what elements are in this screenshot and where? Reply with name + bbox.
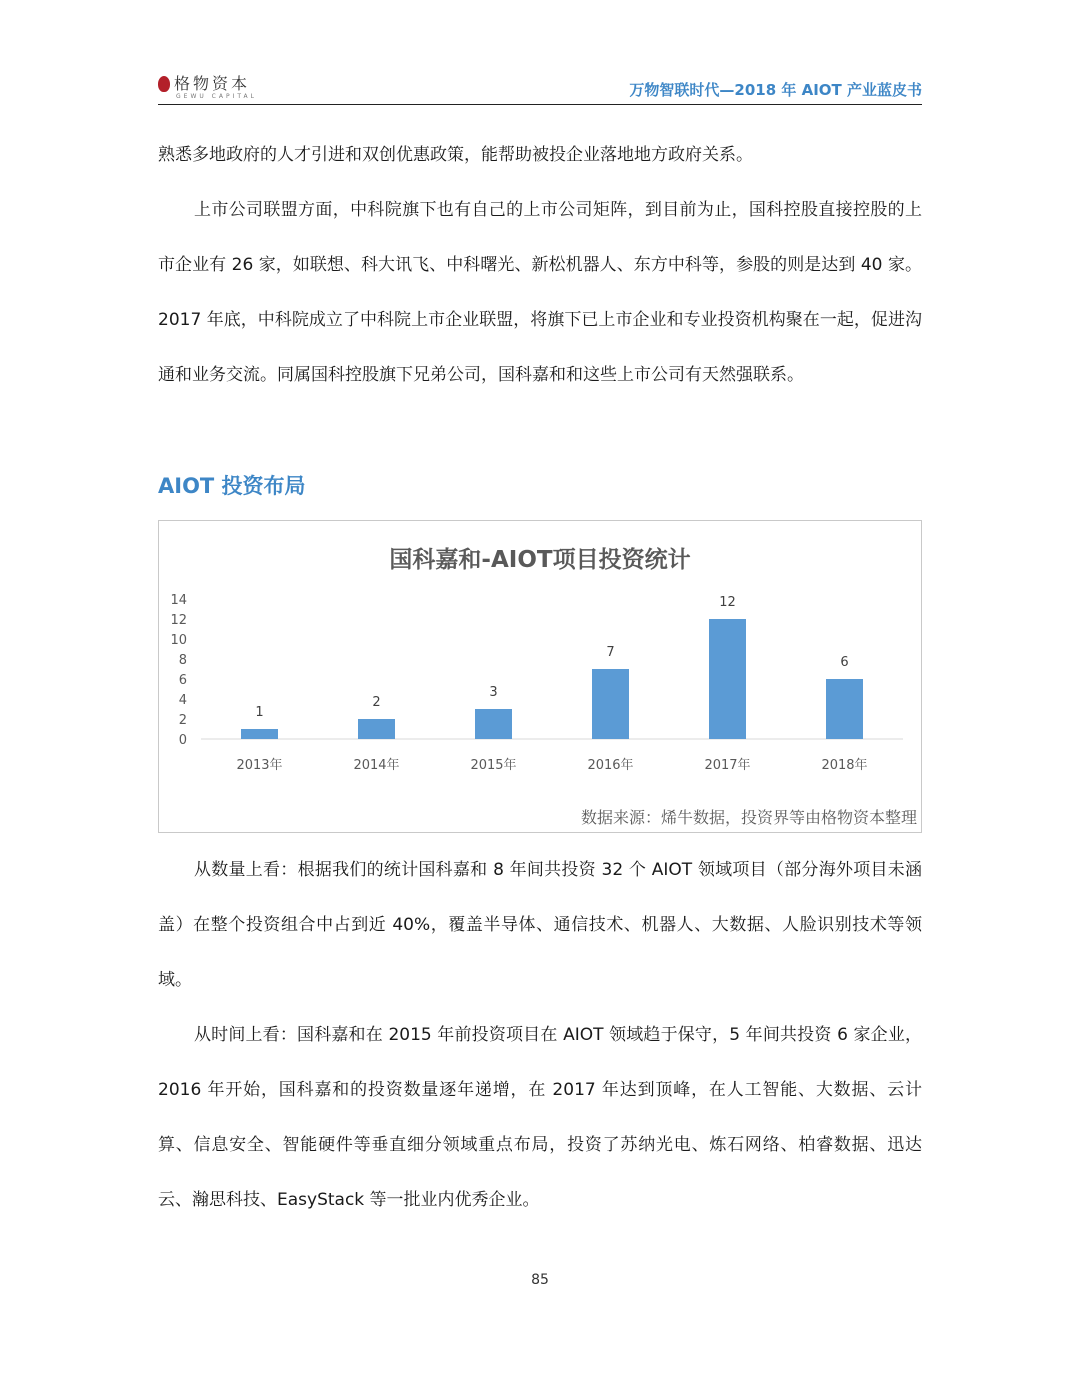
- y-tick-label: 0: [178, 733, 187, 748]
- data-label: 1: [255, 705, 264, 720]
- brand-logo: [158, 76, 250, 92]
- paragraph-4: 从时间上看：国科嘉和在 2015 年前投资项目在 AIOT 领域趋于保守，5 年间共投资 6 家企业，2016 年开始，国科嘉和的投资数量逐年递增，在 2017 年达到顶峰，在人工智能、大数据、云计算、信息安全、智能硬件等垂直细分领域重点布局，投资了苏纳光电、炼石网络、柏睿数据、迅达云、瀚思科技、EasyStack 等一批业内优秀企业。: [158, 1025, 922, 1210]
- y-tick-label: 12: [170, 613, 187, 628]
- logo-subtitle: GEWU CAPITAL: [176, 93, 257, 100]
- bar-2017年: [709, 619, 746, 739]
- x-tick-label: 2017年: [704, 758, 751, 773]
- page-number: 85: [531, 1272, 549, 1288]
- data-label: 3: [489, 685, 498, 700]
- bar-2018年: [826, 679, 863, 739]
- paragraph-2: 上市公司联盟方面，中科院旗下也有自己的上市公司矩阵，到目前为止，国科控股直接控股的上市企业有 26 家，如联想、科大讯飞、中科曙光、新松机器人、东方中科等，参股的则是达到 40 家。2017 年底，中科院成立了中科院上市企业联盟，将旗下已上市企业和专业投资机构聚在一起，促进沟通和业务交流。同属国科控股旗下兄弟公司，国科嘉和和这些上市公司有天然强联系。: [158, 200, 922, 385]
- seal-icon: [158, 76, 170, 92]
- logo-text: 格物资本: [174, 74, 251, 93]
- y-tick-label: 8: [178, 653, 187, 668]
- chart-title: 国科嘉和-AIOT项目投资统计: [389, 547, 691, 573]
- x-tick-label: 2018年: [821, 758, 868, 773]
- x-tick-label: 2016年: [587, 758, 634, 773]
- data-label: 6: [840, 655, 849, 670]
- chart-canvas: [159, 521, 921, 832]
- bar-2014年: [358, 719, 395, 739]
- y-tick-label: 10: [170, 633, 187, 648]
- report-title: 万物智联时代—2018 年 AIOT 产业蓝皮书: [629, 81, 922, 99]
- x-tick-label: 2015年: [470, 758, 517, 773]
- section-heading: AIOT 投资布局: [158, 474, 306, 498]
- paragraph-1: 熟悉多地政府的人才引进和双创优惠政策，能帮助被投企业落地地方政府关系。: [158, 145, 753, 165]
- bar-2013年: [241, 729, 278, 739]
- paragraph-3: 从数量上看：根据我们的统计国科嘉和 8 年间共投资 32 个 AIOT 领域项目（部分海外项目未涵盖）在整个投资组合中占到近 40%，覆盖半导体、通信技术、机器人、大数据、人脸识别技术等领域。: [158, 860, 922, 990]
- chart-source: 数据来源：烯牛数据，投资界等由格物资本整理: [580, 808, 917, 827]
- y-tick-label: 4: [178, 693, 187, 708]
- x-tick-label: 2013年: [236, 758, 283, 773]
- data-label: 2: [372, 695, 381, 710]
- y-tick-label: 2: [178, 713, 187, 728]
- x-tick-label: 2014年: [353, 758, 400, 773]
- y-tick-label: 14: [170, 593, 187, 608]
- data-label: 12: [719, 595, 736, 610]
- bar-2016年: [592, 669, 629, 739]
- page-header: [158, 74, 922, 105]
- bar-2015年: [475, 709, 512, 739]
- bar-chart: [158, 520, 922, 833]
- y-tick-label: 6: [178, 673, 187, 688]
- data-label: 7: [606, 645, 615, 660]
